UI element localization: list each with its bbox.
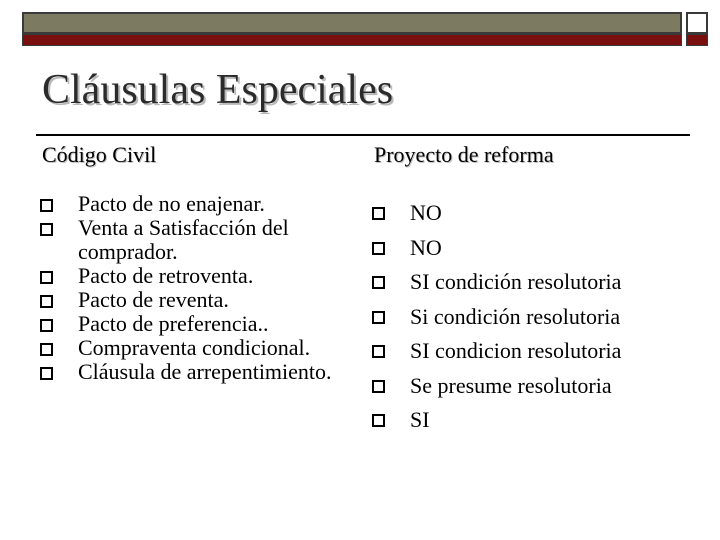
list-item — [40, 192, 340, 216]
list-item-text: Pacto de retroventa. — [78, 263, 254, 288]
list-item-text: Compraventa condicional. — [78, 335, 311, 360]
list-item — [372, 300, 682, 335]
list-item — [40, 288, 340, 312]
list-item-text: NO — [410, 200, 442, 225]
list-item-text: Si condición resolutoria — [410, 303, 621, 329]
hollow-square-bullet-icon — [40, 295, 53, 308]
list-item-text: NO — [410, 234, 442, 260]
list-item — [372, 334, 682, 369]
list-item — [372, 265, 682, 300]
list-item-text: SI — [410, 407, 430, 432]
list-item-text: Venta a Satisfacción del comprador. — [78, 215, 289, 264]
title-divider — [36, 134, 690, 136]
hollow-square-bullet-icon — [372, 276, 385, 289]
list-item-text: Pacto de reventa. — [78, 287, 229, 312]
list-item-text: SI condición resolutoria — [410, 269, 622, 294]
hollow-square-bullet-icon — [40, 199, 53, 212]
list-item — [40, 216, 340, 264]
list-item-text: Se presume resolutoria — [410, 372, 612, 398]
list-item-text: SI condicion resolutoria — [410, 338, 622, 363]
hollow-square-bullet-icon — [40, 319, 53, 332]
right-bullet-list — [372, 196, 682, 438]
list-item — [40, 336, 340, 360]
header-decoration — [22, 12, 708, 38]
hollow-square-bullet-icon — [372, 380, 385, 393]
left-bullet-list — [40, 192, 340, 384]
list-item — [372, 231, 682, 266]
hollow-square-bullet-icon — [372, 345, 385, 358]
list-item-text: Pacto de preferencia.. — [78, 311, 269, 336]
hollow-square-bullet-icon — [372, 242, 385, 255]
hollow-square-bullet-icon — [40, 271, 53, 284]
list-item — [40, 264, 340, 288]
list-item — [372, 196, 682, 231]
header-corner-box — [686, 12, 708, 34]
left-column-heading: Código Civil — [42, 142, 157, 167]
header-corner-maroon-box — [686, 34, 708, 46]
hollow-square-bullet-icon — [372, 414, 385, 427]
header-maroon-strip — [22, 34, 682, 46]
hollow-square-bullet-icon — [40, 367, 53, 380]
list-item — [40, 360, 340, 384]
slide-title: Cláusulas Especiales — [42, 67, 394, 113]
hollow-square-bullet-icon — [372, 311, 385, 324]
list-item — [372, 369, 682, 404]
hollow-square-bullet-icon — [40, 343, 53, 356]
list-item-text: Pacto de no enajenar. — [78, 191, 265, 216]
list-item — [40, 312, 340, 336]
right-column-heading: Proyecto de reforma — [374, 142, 554, 167]
header-olive-bar — [22, 12, 682, 34]
list-item-text: Cláusula de arrepentimiento. — [78, 359, 332, 384]
hollow-square-bullet-icon — [372, 207, 385, 220]
hollow-square-bullet-icon — [40, 223, 53, 236]
list-item — [372, 403, 682, 438]
